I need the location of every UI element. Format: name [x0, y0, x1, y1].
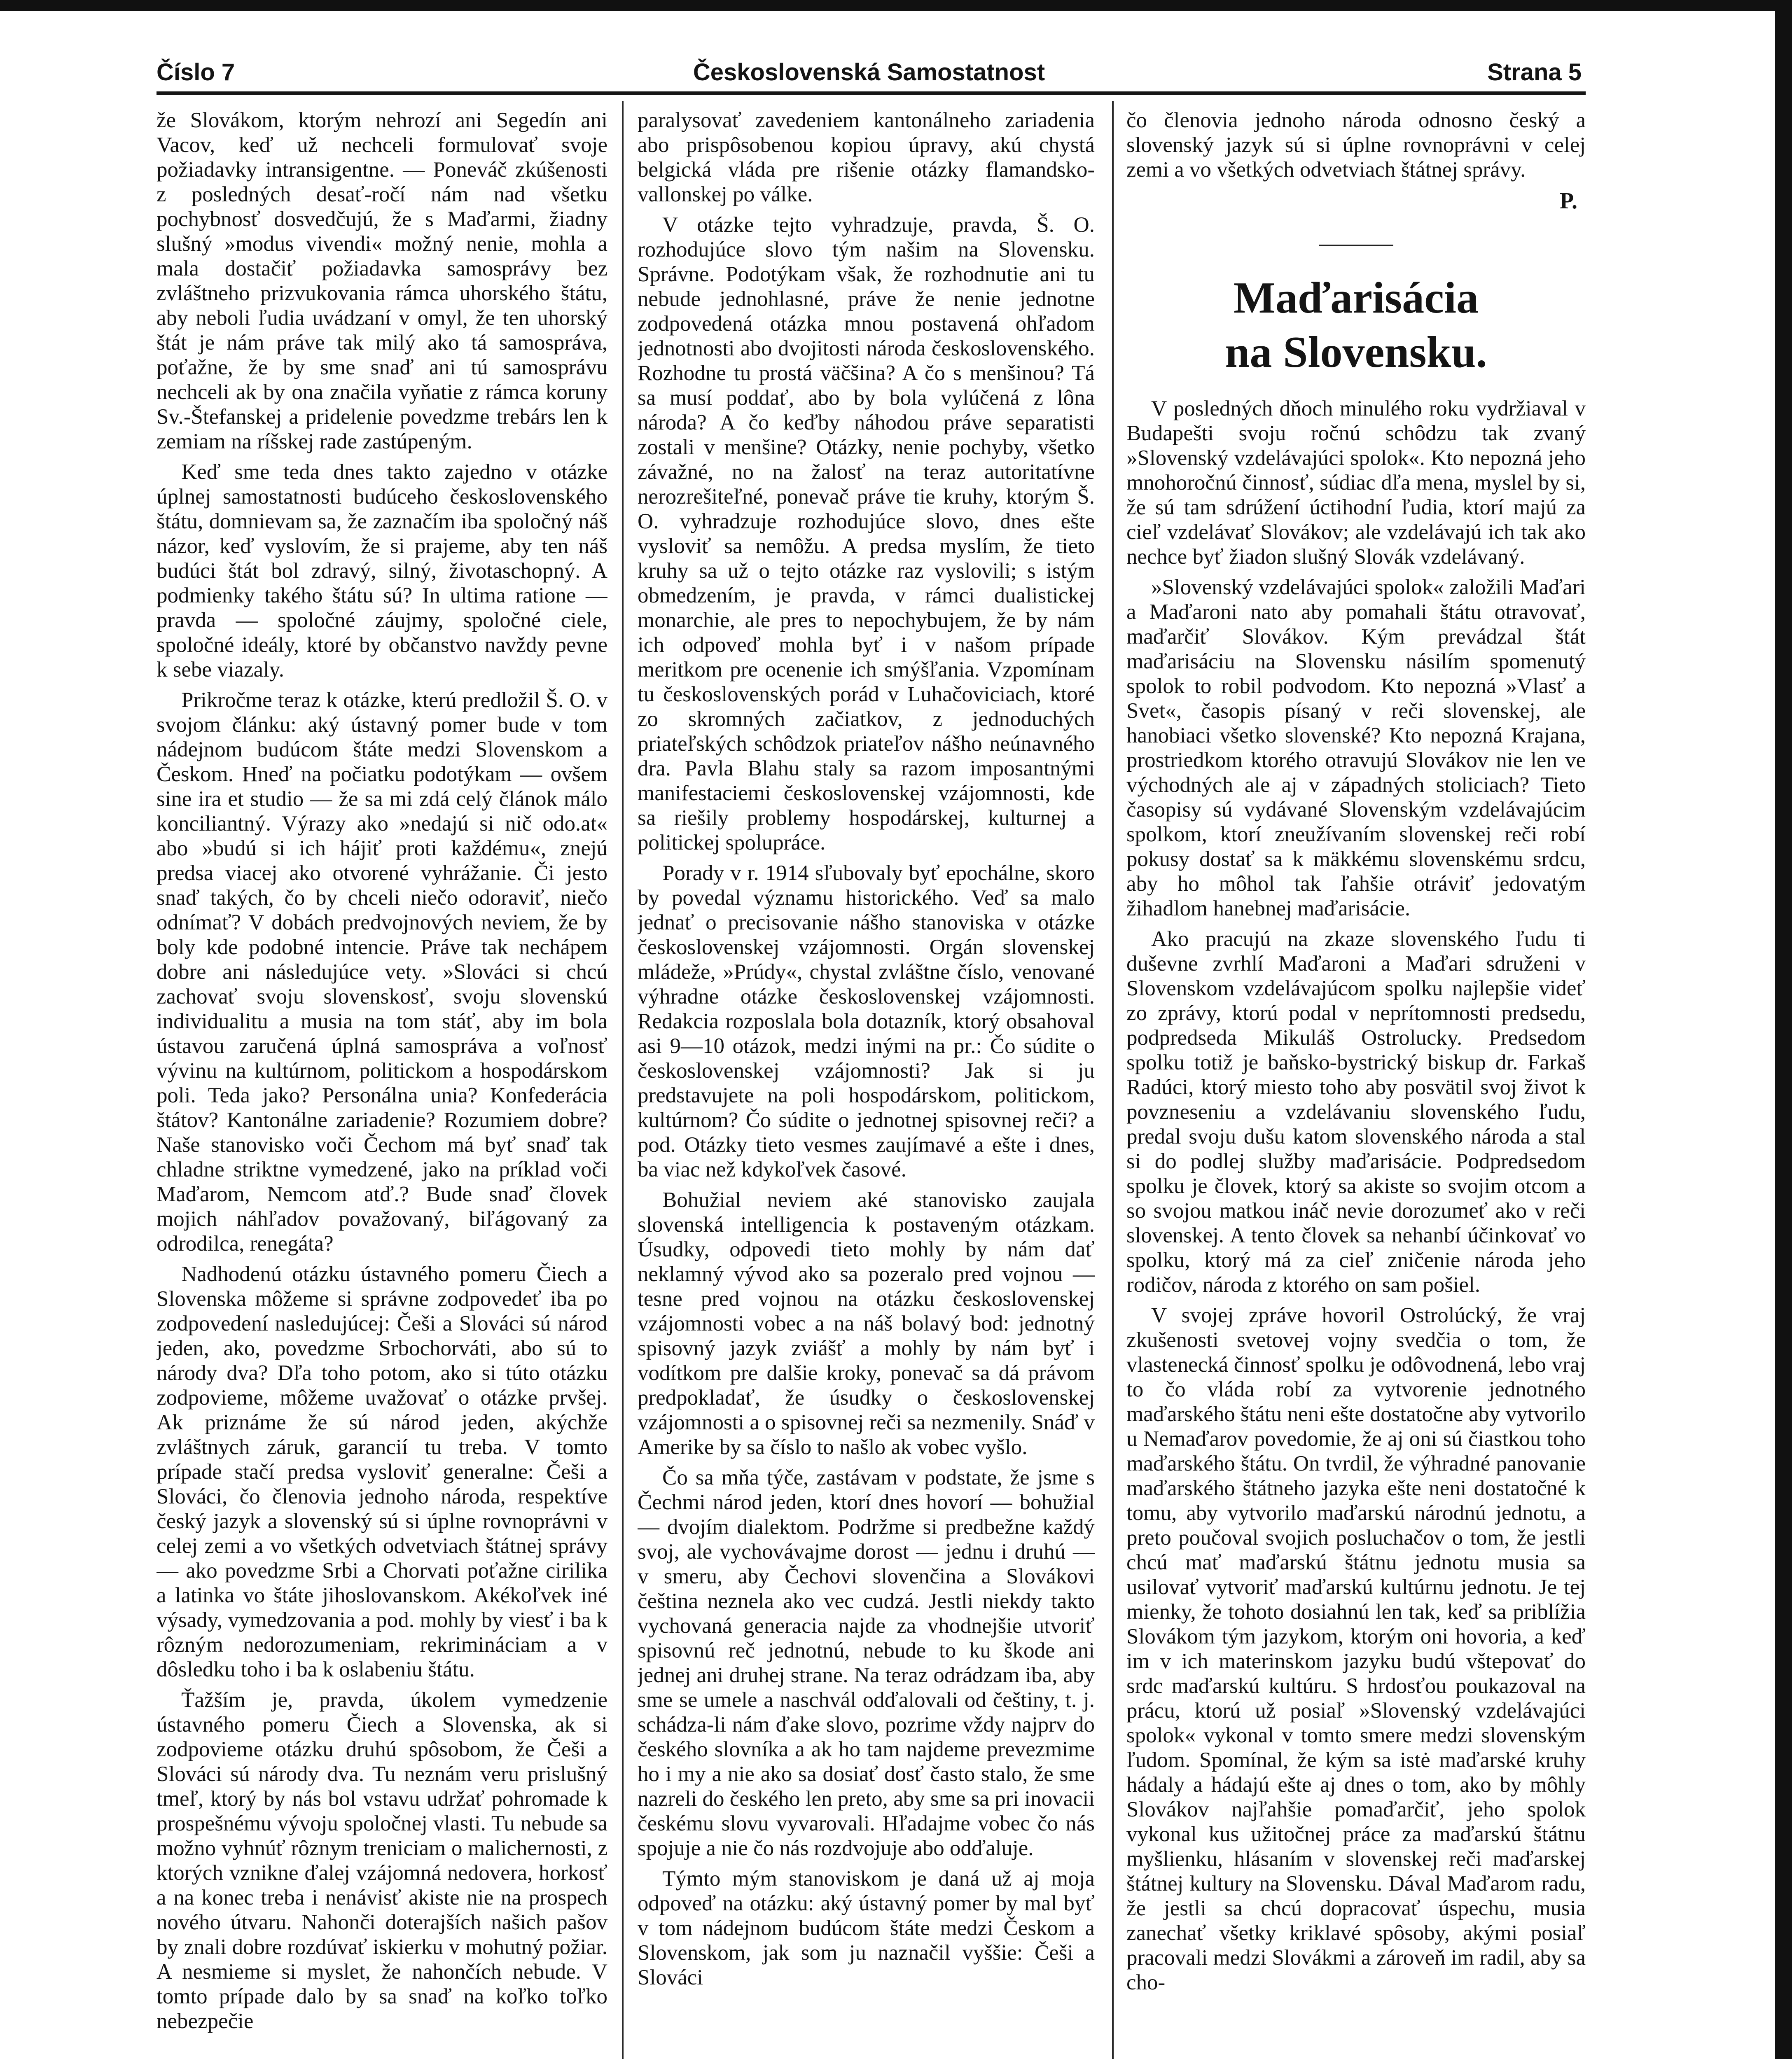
paragraph: Ako pracujú na zkaze slovenského ľudu ti duševne zvrhlí Maďaroni a Maďari sdruženi v Slovenskom vzdelávajúcom spolku najlepšie videť zo zprávy, ktorú podal v neprítomnosti predsedu, podpredseda Mikuláš Ostrolucky. Predsedom spolku totiž je baňsko-bystrický biskup dr. Farkaš Radúci, ktorý miesto toho aby posvätil svoj život k povzneseniu a vzdelávaniu slovenského ľudu, predal svoju dušu katom slovenského národa a stal si do podlej služby maďarisácie. Podpredsedom spolku je človek, ktorý sa akiste so svojim otcom a so svojou matkou ináč nevie dorozumeť ako v reči slovenskej. A tento človek sa nehanbí účinkovať vo spolku, ktorý má za cieľ zničenie národa jeho rodičov, národa z ktorého on sam pošiel. [1126, 927, 1586, 1297]
paragraph: Týmto mým stanoviskom je daná už aj moja odpoveď na otázku: aký ústavný pomer by mal byť v tom nádejnom budúcom štáte medzi Českom a Slovenskom, jak som ju naznačil vyššie: Češi a Slováci [638, 1867, 1095, 1989]
paragraph: V svojej zpráve hovoril Ostrolúcký, že vraj zkušenosti svetovej vojny svedčia o tom, že vlastenecká činnosť spolku je odôvodnená, lebo vraj to čo vláda robí za vytvorenie jednotného maďarského štátu neni ešte dostatočne aby vytvorilo u Nemaďarov povedomie, že aj oni sú čiastkou toho maďarského štátu. On tvrdil, že výhradné panovanie maďarského štátneho jazyka ešte neni dostatočné k tomu, aby vytvorilo maďarskú národnú jednotu, a preto poučoval svojich posluchačov o tom, že jestli chcú mať maďarskú štátnu jednotu musia sa usilovať vytvoriť maďarskú kultúrnu jednotu. Je tej mienky, že tohoto dosiahnú len tak, keď sa priblížia Slovákom tým jazykom, ktorým oni hovoria, a keď im v ich materinskom jazyku budú vštepovať do srdc maďarskú kultúru. S hrdosťou poukazoval na prácu, ktorú už posiaľ »Slovenský vzdelávajúci spolok« vykonal v tomto smere medzi slovenským ľudom. Spomínal, že kým sa istė maďarské kruhy hádaly a hádajú ešte aj dnes o tom, ako by môhly Slovákov najľahšie pomaďarčiť, jeho spolok vykonal kus užitočnej práce za maďarskú štátnu myšlienku, hlásaním v slovenskej reči maďarskej štátnej kultury na Slovensku. Dával Maďarom radu, že jestli sa chcú dopracovať úspechu, musia zanechať všetky kriklavé spôsoby, akými posiaľ pracovali medzi Slovákmi a zároveň im radil, aby sa cho- [1126, 1303, 1586, 1994]
author-signature: P. [1559, 188, 1577, 214]
article-separator [1319, 245, 1393, 246]
newspaper-title: Československá Samostatnost [693, 59, 1045, 86]
column-divider [1112, 101, 1114, 2059]
column-1 [157, 108, 607, 2059]
paragraph: Čo sa mňa týče, zastávam v podstate, že jsme s Čechmi národ jeden, ktorí dnes hovorí — bohužial — dvojím dialektom. Podržme si predbežne každý svoj, ale vychovávajme dorost — jednu i druhú — v smeru, aby Čechovi slovenčina a Slovákovi čeština neznela ako vec cudzá. Jestli niekdy takto vychovaná generacia najde za vhodnejšie utvoriť spisovnú reč jednotnú, nebude to ku škode ani jednej ani druhej strane. Na teraz odrádzam iba, aby sme se umele a naschvál odďalovali od češtiny, t. j. schádza-li nám ďake slovo, pozrime vždy najprv do českého slovníka a ak ho tam najdeme prevezmime ho i my a nie ako sa dosiať dosť často stalo, že sme nazreli do českého len preto, aby sme sa pri inovacii českému slovu vyvarovali. Hľadajme vobec čo nás spojuje a nie čo nás rozdvojuje abo odďaluje. [638, 1466, 1095, 1860]
paragraph: Prikročme teraz k otázke, kterú predložil Š. O. v svojom článku: aký ústavný pomer bude v tom nádejnom budúcom štáte medzi Slovenskom a Českom. Hneď na počiatku podotýkam — ovšem sine ira et studio — že sa mi zdá celý článok málo konciliantný. Výrazy ako »nedajú si nič odo.at« abo »budú si ich hájiť proti každému«, znejú predsa viacej ako otvorené vyhrážanie. Či jesto snaď takých, čo by chceli niečo odoraviť, niečo odnímať? V dobách predvojnových neviem, že by boly kde podobné intencie. Práve tak nechápem dobre ani následujúce vety. »Slováci si chcú zachovať svoju slovenskosť, svoju slovenskú individualitu a musia na tom stáť, aby im bola ústavou zaručená úplná samospráva a voľnosť vývinu na kultúrnom, politickom a hospodárskom poli. Teda jako? Personálna unia? Konfederácia štátov? Kantonálne zariadenie? Rozumiem dobre? Naše stanovisko voči Čechom má byť snaď tak chladne striktne vymedzené, jako na príklad voči Maďarom, Nemcom atď.? Bude snaď človek mojich náhľadov považovaný, biľágovaný za odrodilca, renegáta? [157, 688, 607, 1256]
column-2 [638, 108, 1095, 2059]
article-title-line-2: na Slovensku. [1225, 328, 1487, 377]
paragraph: »Slovenský vzdelávajúci spolok« založili Maďari a Maďaroni nato aby pomahali štátu otravovať, maďarčiť Slovákov. Kým prevádzal štát maďarisáciu na Slovensku násilím spomenutý spolok to robil podvodom. Kto nepozná »Vlasť a Svet«, časopis písaný v reči slovenskej, ale hanobiaci všetko slovenské? Kto nepozná Krajana, prostriedkom ktorého otravujú Slovákov nie len ve východných ale aj v západných stoliciach? Tieto časopisy sú vydávané Slovenským vzdelávajúcim spolkom, ktorí zneužívaním slovenskej reči robí pokusy dostať sa k mäkkému slovenskému srdcu, aby ho môhol tak ľahšie otráviť jedovatým žihadlom hanebnej maďarisácie. [1126, 575, 1586, 920]
paragraph: že Slovákom, ktorým nehrozí ani Segedín ani Vacov, keď už nechceli formulovať svoje požiadavky intransigentne. — Poneváč zkúšenosti z posledných desať-ročí nám nad všetku pochybnosť dosvedčujú, že s Maďarmi, žiadny slušný »modus vivendi« možný nenie, mohla a mala dostačiť požiadavka samosprávy bez zvláštneho prizvukovania rámca uhorského štátu, aby neboli ľudia uvádzaní v omyl, že ten uhorský štát je nám práve tak milý ako tá samospráva, poťažne, že by sme snaď ani tú samosprávu nechceli ak by ona značila vyňatie z rámca koruny Sv.-Štefanskej a pridelenie povedzme trebárs len k zemiam na ríšskej rade zastúpeným. [157, 108, 607, 453]
issue-number: Číslo 7 [157, 59, 235, 86]
header-rule [157, 91, 1586, 95]
paragraph: Porady v r. 1914 sľubovaly byť epochálne, skoro by povedal významu historického. Veď sa malo jednať o precisovanie nášho stanoviska v otázke československej vzájomnosti. Orgán slovenskej mládeže, »Prúdy«, chystal zvláštne číslo, venované výhradne otázke československej vzájomnosti. Redakcia rozposlala bola dotazník, ktorý obsahoval asi 9—10 otázok, medzi inými na pr.: Čo súdite o československej vzájomnosti? Jak si ju predstavujete na poli hospodárskom, politickom, kultúrnom? Čo súdite o jednotnej spisovnej reči? a pod. Otázky tieto vesmes zaujímavé a ešte i dnes, ba viac než kdykoľvek časové. [638, 861, 1095, 1181]
scan-top-edge [0, 0, 1792, 11]
paragraph: Keď sme teda dnes takto zajedno v otázke úplnej samostatnosti budúceho československého štátu, domnievam sa, že zaznačím iba spoločný náš názor, keď vyslovím, že si prajeme, aby ten náš budúci štát bol zdravý, silný, životaschopný. A podmienky takého štátu sú? In ultima ratione — pravda — spoločné záujmy, spoločné ciele, spoločné ideály, ktoré by občanstvo navždy pevne k sebe viazaly. [157, 460, 607, 682]
paragraph: V posledných dňoch minulého roku vydržiaval v Budapešti svoju ročnú schôdzu tak zvaný »Slovenský vzdelávajúci spolok«. Kto nepozná jeho mnohoročnú činnosť, súdiac dľa mena, myslel by si, že sú tam sdrúžení úctihodní ľudia, ktorí majú za cieľ vzdelávať Slovákov; ale vzdelávajú ich tak ako nechce byť žiadon slušný Slovák vzdelávaný. [1126, 397, 1586, 569]
paragraph: V otázke tejto vyhradzuje, pravda, Š. O. rozhodujúce slovo tým našim na Slovensku. Správne. Podotýkam však, že rozhodnutie ani tu nebude jednohlasné, práve že nenie jednotne zodpovedená otázka mnou postavená ohľadom jednotnosti abo dvojitosti národa československého. Rozhodne tu prostá väčšina? A čo s menšinou? Tá sa musí poddať, abo by bola vylúčená z lôna národa? A čo keďby náhodou práve separatisti zostali v menšine? Otázky, nenie pochyby, všetko závažné, no na žalosť na teraz autoritatívne nerozrešiteľné, ponevač práve tie kruhy, ktorým Š. O. vyhradzuje rozhodujúce slovo, dnes ešte vysloviť sa nemôžu. A predsa myslím, že tieto kruhy sa už o tejto otázke raz vyslovili; s istým obmedzením, je pravda, v rámci dualistickej monarchie, ale pres to nepochybujem, že by nám ich odpoveď mohla byť i v našom prípade meritkom pre ocenenie ich smýšľania. Vzpomínam tu československých porád v Luhačoviciach, ktoré zo skromných začiatkov, z jednoduchých priateľských schôdzok priateľov nášho neúnavného dra. Pavla Blahu staly sa razom imposantnými manifestaciemi československej vzájomnosti, kde sa riešily problemy hospodárskej, kulturnej a politickej spolupráce. [638, 213, 1095, 854]
article-title: Maďarisácia [1233, 273, 1479, 322]
paragraph: Nadhodenú otázku ústavného pomeru Čiech a Slovenska môžeme si správne zodpovedeť iba po zodpovedení nasledujúcej: Češi a Slováci sú národ jeden, ako, povedzme Srbochorváti, abo sú to národy dva? Dľa toho potom, ako si túto otázku zodpovieme, môžeme uvažovať o otázke prvšej. Ak priznáme že sú národ jeden, akýchže zvláštnych záruk, garancií tu treba. V tomto prípade stačí predsa vysloviť generalne: Češi a Slováci, čo členovia jednoho národa, respektíve český jazyk a slovenský sú si úplne rovnoprávni v celej zemi a vo všetkých odvetviach štátnej správy — ako povedzme Srbi a Chorvati poťažne cirilika a latinka vo štáte jihoslovanskom. Akékoľvek iné výsady, vymedzovania a pod. mohly by viesť i ba k rôzným nedorozumeniam, rekrimináciam a v dôsledku toho i ba k oslabeniu štátu. [157, 1262, 607, 1681]
page-header [157, 53, 1582, 92]
page-number: Strana 5 [1487, 59, 1582, 86]
column-3 [1126, 108, 1586, 2059]
paragraph: Bohužial neviem aké stanovisko zaujala slovenská intelligencia k postaveným otázkam. Úsudky, odpovedi tieto mohly by nám dať neklamný vývod ako sa pozeralo pred vojnou — tesne pred vojnou na otázku československej vzájomnosti vobec a na náš bolavý bod: jednotný spisovný jazyk zviášť a mohly by nám byť i vodítkom pre dalšie kroky, ponevač sa dá právom predpokladať, že úsudky o československej vzájomnosti a o spisovnej reči sa nezmenily. Snáď v Amerike by sa číslo to našlo ak vobec vyšlo. [638, 1188, 1095, 1459]
scan-right-edge [1775, 0, 1792, 2059]
column-divider [622, 101, 624, 2059]
paragraph: čo členovia jednoho národa odnosno český a slovenský jazyk sú si úplne rovnoprávni v celej zemi a vo všetkých odvetviach štátnej správy. [1126, 108, 1586, 182]
paragraph: Ťažším je, pravda, úkolem vymedzenie ústavného pomeru Čiech a Slovenska, ak si zodpovieme otázku druhú spôsobom, že Češi a Slováci sú národy dva. Tu neznám veru prislušný tmeľ, ktorý by nás bol vstavu udržať pohromade k prospešnému vývoju spoločnej vlasti. Tu nebude sa možno vyhnúť rôznym treniciam o malichernosti, z ktorých vznikne ďalej vzájomná nedovera, horkosť a na konec treba i nenávisť akiste nie na prospech nového útvaru. Nahonči doterajších našich pašov by znali dobre rozdúvať iskierku v mohutný požiar. A nesmieme si myslet, že nahončích nebude. V tomto prípade dalo by sa snaď na koľko toľko nebezpečie [157, 1688, 607, 2033]
paragraph: paralysovať zavedeniem kantonálneho zariadenia abo prispôsobenou kopiou úpravy, akú chystá belgická vláda pre rišenie otázky flamandsko-vallonskej po válke. [638, 108, 1095, 206]
